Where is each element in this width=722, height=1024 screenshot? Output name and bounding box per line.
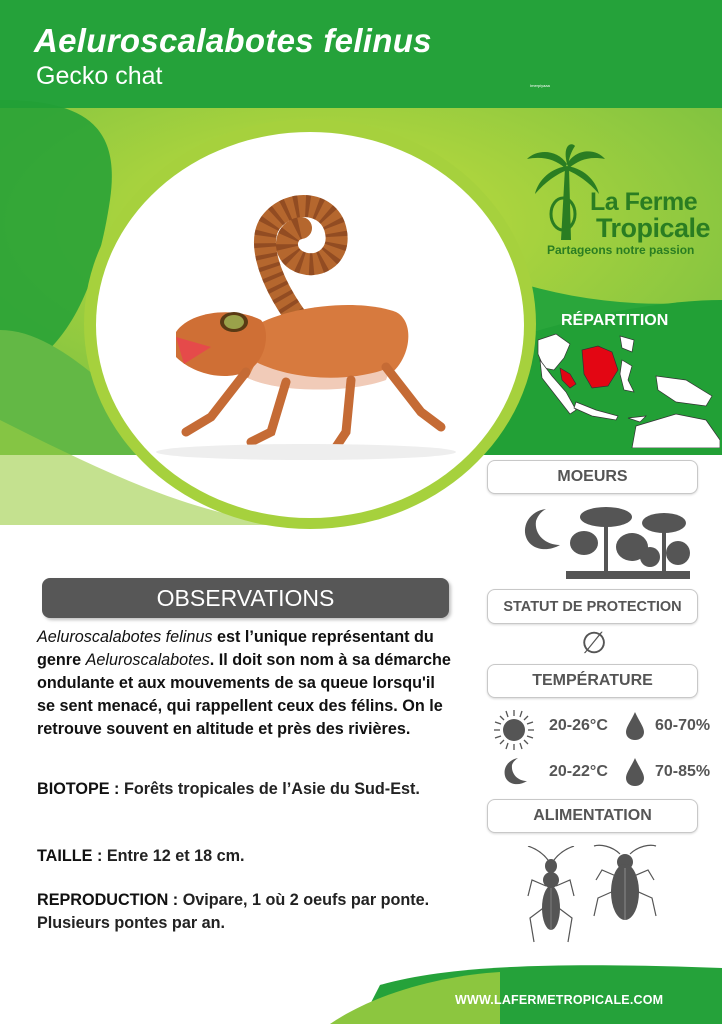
taille-label: TAILLE : [37, 847, 103, 865]
day-humidity: 60-70% [655, 717, 711, 734]
intro-text-1: est l’unique représentant du genre [37, 628, 434, 669]
taille-value: Entre 12 et 18 cm. [102, 847, 245, 865]
night-temperature: 20-22°C [549, 763, 608, 780]
biotope-paragraph [37, 778, 457, 801]
logo-line2: Tropicale [596, 213, 711, 243]
day-temperature: 20-26°C [549, 717, 608, 734]
repartition-title: RÉPARTITION [561, 312, 669, 329]
biotope-label: BIOTOPE : [37, 780, 120, 798]
moon-icon [500, 756, 530, 786]
statut-label: STATUT DE PROTECTION [487, 589, 698, 624]
gecko-illustration [96, 132, 524, 518]
moeurs-label: MOEURS [487, 460, 698, 494]
observations-intro [37, 626, 457, 741]
distribution-map [536, 330, 720, 448]
water-drop-icon [625, 711, 645, 741]
temperature-label: TEMPÉRATURE [487, 664, 698, 698]
alimentation-label: ALIMENTATION [487, 799, 698, 833]
statut-value: ∅ [581, 627, 608, 660]
taille-paragraph [37, 845, 457, 868]
species-name: Aeluroscalabotes felinus [37, 628, 213, 646]
reproduction-label: REPRODUCTION : [37, 891, 179, 909]
observations-title: OBSERVATIONS [42, 578, 449, 618]
logo-line1: La Ferme [590, 188, 698, 216]
water-drop-icon [625, 757, 645, 787]
forest-icon [566, 503, 690, 579]
page-subtitle: Gecko chat [36, 62, 163, 90]
biotope-value: Forêts tropicales de l’Asie du Sud-Est. [119, 780, 420, 798]
cricket-icon [524, 846, 578, 946]
moon-icon [516, 505, 564, 553]
page-title: Aeluroscalabotes felinus [34, 22, 432, 59]
sun-icon [492, 708, 536, 752]
intro-text-2: . Il doit son nom à sa démarche ondulante et aux mouvements de sa queue lorsqu'il se sent menacé, qui rappellent ceux des félins. On le retrouve souvent en altitude et près des rivières. [37, 651, 451, 738]
reproduction-paragraph [37, 889, 457, 935]
genus-name: Aeluroscalabotes [85, 651, 210, 669]
tiny-note: Imerpiyaaa [530, 83, 550, 88]
reproduction-value: Ovipare, 1 où 2 oeufs par ponte. Plusieurs pontes par an. [37, 891, 430, 932]
night-humidity: 70-85% [655, 763, 711, 780]
website-link[interactable]: WWW.LAFERMETROPICALE.COM [455, 993, 664, 1007]
logo-tagline: Partageons notre passion [547, 243, 695, 257]
gecko-photo [96, 132, 524, 518]
cockroach-icon [592, 840, 658, 924]
